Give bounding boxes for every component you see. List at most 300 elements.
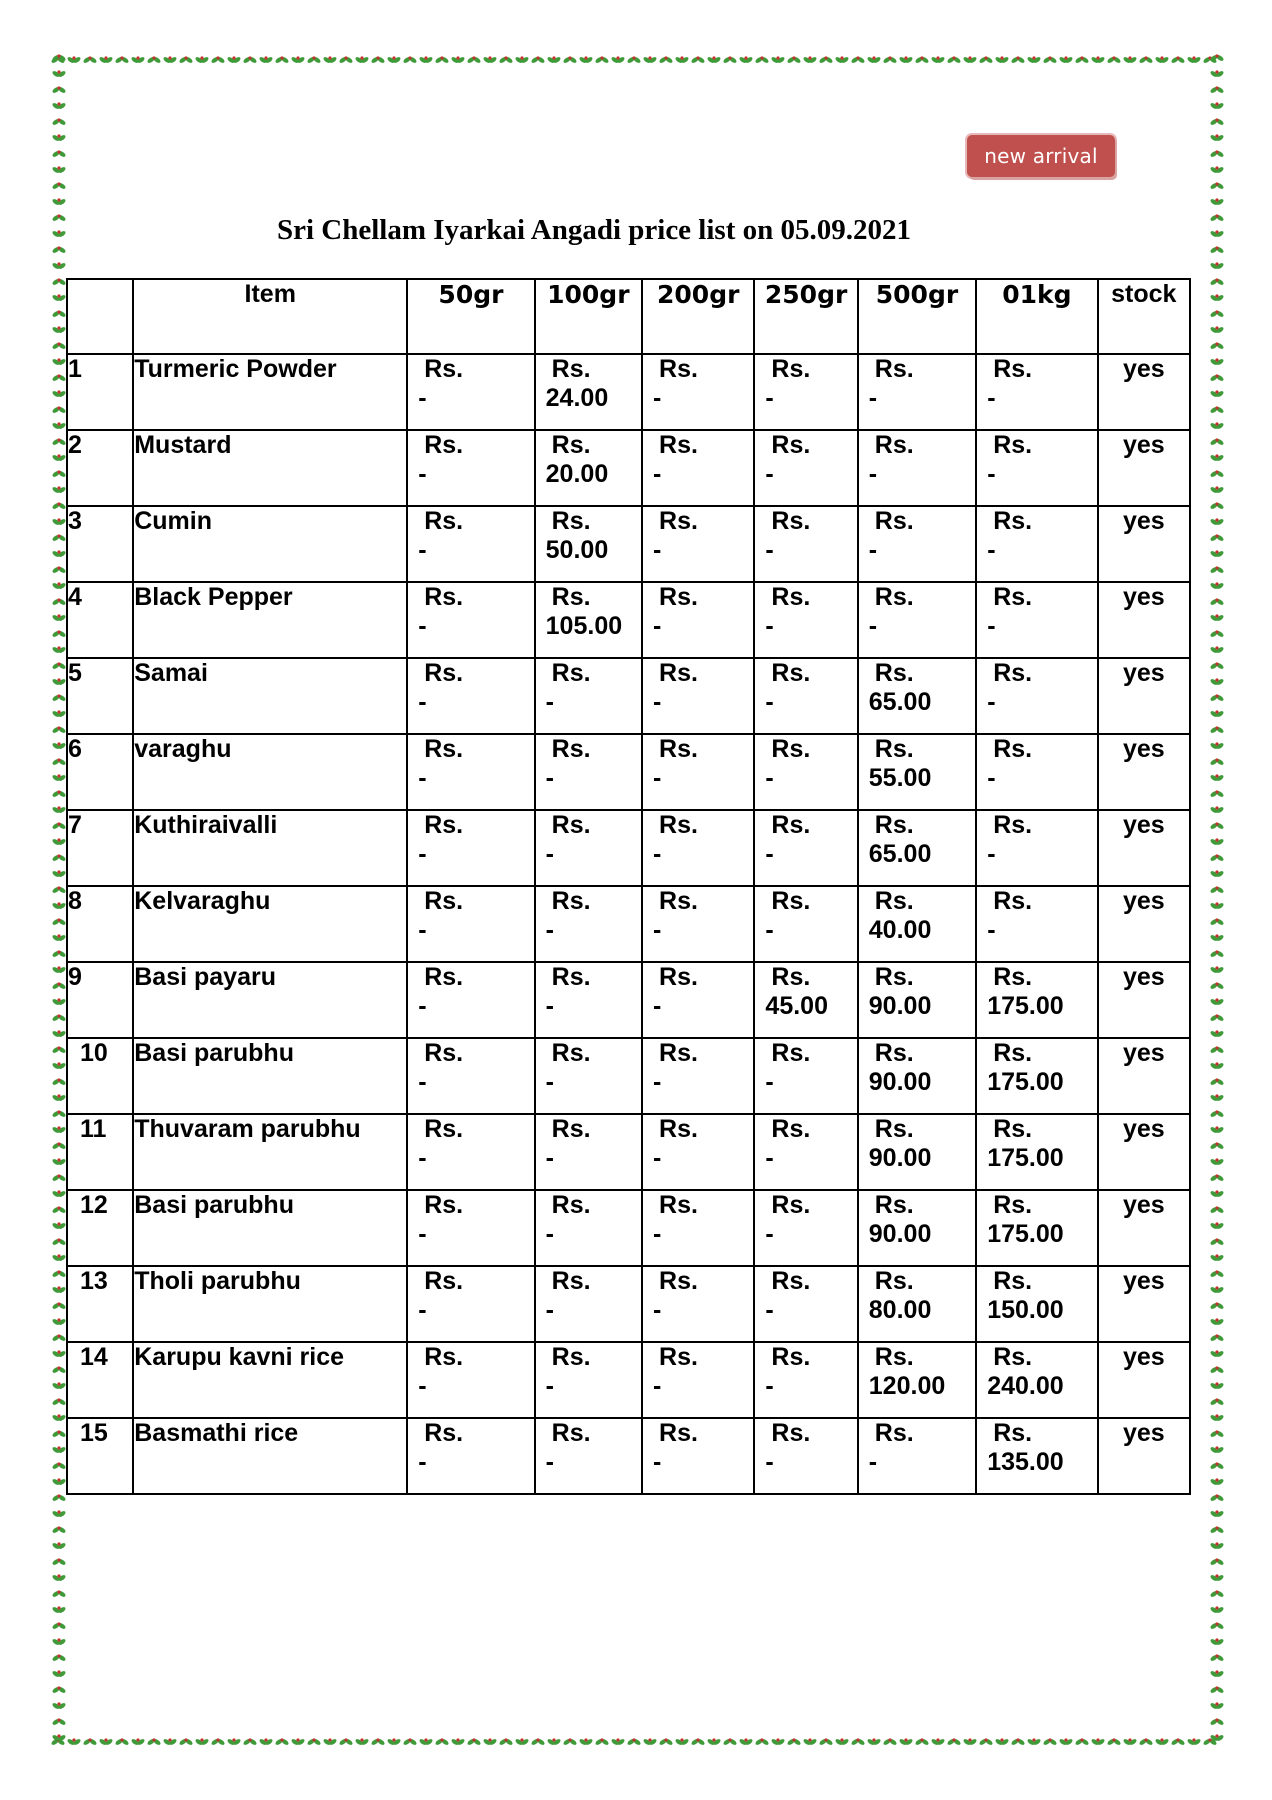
holly-sprig-icon xyxy=(642,1738,657,1746)
holly-sprig-icon xyxy=(1209,1206,1224,1214)
row-number: 15 xyxy=(67,1418,133,1494)
item-name: Cumin xyxy=(133,506,407,582)
currency-label: Rs. xyxy=(874,1039,914,1067)
table-row xyxy=(67,734,1190,810)
holly-sprig-icon xyxy=(51,326,66,334)
table-row xyxy=(67,1418,1190,1494)
currency-label: Rs. xyxy=(771,1419,811,1447)
holly-sprig-icon xyxy=(242,56,257,64)
holly-sprig-icon xyxy=(51,646,66,654)
holly-sprig-icon xyxy=(51,1174,66,1182)
holly-sprig-icon xyxy=(1209,166,1224,174)
currency-label: Rs. xyxy=(874,1343,914,1371)
holly-sprig-icon xyxy=(51,918,66,926)
holly-sprig-icon xyxy=(51,582,66,590)
price-cell-50gr xyxy=(407,1342,534,1418)
holly-sprig-icon xyxy=(706,56,721,64)
currency-label: Rs. xyxy=(659,887,698,915)
holly-sprig-icon xyxy=(1209,342,1224,350)
holly-sprig-icon xyxy=(1209,550,1224,558)
price-cell-50gr xyxy=(407,1038,534,1114)
currency-label: Rs. xyxy=(771,1343,811,1371)
price-value: - xyxy=(545,840,554,868)
holly-sprig-icon xyxy=(1209,726,1224,734)
holly-sprig-icon xyxy=(754,56,769,64)
price-cell-200gr xyxy=(642,582,754,658)
holly-sprig-icon xyxy=(1209,758,1224,766)
row-number: 12 xyxy=(67,1190,133,1266)
holly-sprig-icon xyxy=(674,1738,689,1746)
currency-label: Rs. xyxy=(993,1419,1033,1447)
stock-status: yes xyxy=(1098,1342,1190,1418)
holly-sprig-icon xyxy=(1209,1318,1224,1326)
price-value: - xyxy=(765,536,774,564)
table-row xyxy=(67,1342,1190,1418)
holly-sprig-icon xyxy=(1209,1622,1224,1630)
holly-sprig-icon xyxy=(434,56,449,64)
price-cell-50gr xyxy=(407,734,534,810)
holly-sprig-icon xyxy=(498,1738,513,1746)
currency-label: Rs. xyxy=(551,1267,591,1295)
holly-sprig-icon xyxy=(1209,262,1224,270)
holly-sprig-icon xyxy=(1209,1590,1224,1598)
holly-sprig-icon xyxy=(51,566,66,574)
holly-sprig-icon xyxy=(1074,1738,1089,1746)
holly-sprig-icon xyxy=(114,56,129,64)
holly-sprig-icon xyxy=(1209,742,1224,750)
price-value: 45.00 xyxy=(765,992,828,1020)
currency-label: Rs. xyxy=(424,1419,464,1447)
holly-sprig-icon xyxy=(51,1190,66,1198)
holly-sprig-icon xyxy=(51,1718,66,1726)
price-cell-200gr xyxy=(642,886,754,962)
currency-label: Rs. xyxy=(551,735,591,763)
price-cell-500gr xyxy=(858,582,976,658)
row-number: 14 xyxy=(67,1342,133,1418)
price-cell-50gr xyxy=(407,1266,534,1342)
holly-sprig-icon xyxy=(51,1414,66,1422)
holly-sprig-icon xyxy=(51,486,66,494)
item-name: Basi parubhu xyxy=(133,1190,407,1266)
price-cell-50gr xyxy=(407,1190,534,1266)
header-size-200gr: 200gr xyxy=(642,279,754,354)
price-value: - xyxy=(545,1220,554,1248)
holly-sprig-icon xyxy=(98,1738,113,1746)
stock-status: yes xyxy=(1098,1038,1190,1114)
holly-sprig-icon xyxy=(51,1654,66,1662)
holly-sprig-icon xyxy=(1209,838,1224,846)
holly-sprig-icon xyxy=(930,1738,945,1746)
holly-sprig-icon xyxy=(51,198,66,206)
holly-sprig-icon xyxy=(51,1062,66,1070)
holly-sprig-icon xyxy=(1209,998,1224,1006)
holly-sprig-icon xyxy=(1154,1738,1169,1746)
holly-sprig-icon xyxy=(51,374,66,382)
holly-sprig-icon xyxy=(51,1622,66,1630)
currency-label: Rs. xyxy=(551,431,591,459)
holly-sprig-icon xyxy=(450,1738,465,1746)
price-cell-500gr xyxy=(858,886,976,962)
holly-sprig-icon xyxy=(914,56,929,64)
holly-sprig-icon xyxy=(1209,1046,1224,1054)
holly-sprig-icon xyxy=(962,56,977,64)
price-cell-01kg xyxy=(976,886,1097,962)
holly-sprig-icon xyxy=(1209,630,1224,638)
table-row xyxy=(67,1114,1190,1190)
row-number: 9 xyxy=(67,962,133,1038)
currency-label: Rs. xyxy=(993,1267,1033,1295)
price-cell-250gr xyxy=(754,1266,857,1342)
currency-label: Rs. xyxy=(659,963,698,991)
holly-sprig-icon xyxy=(1209,1174,1224,1182)
currency-label: Rs. xyxy=(659,583,698,611)
holly-sprig-icon xyxy=(51,630,66,638)
holly-sprig-icon xyxy=(1209,390,1224,398)
price-value: - xyxy=(418,612,427,640)
holly-sprig-icon xyxy=(178,56,193,64)
price-value: - xyxy=(653,1068,662,1096)
holly-sprig-icon xyxy=(1209,1270,1224,1278)
holly-sprig-icon xyxy=(1209,1670,1224,1678)
stock-status: yes xyxy=(1098,430,1190,506)
price-value: - xyxy=(653,1296,662,1324)
holly-sprig-icon xyxy=(290,1738,305,1746)
currency-label: Rs. xyxy=(551,583,591,611)
holly-sprig-icon xyxy=(226,56,241,64)
currency-label: Rs. xyxy=(551,963,591,991)
holly-sprig-icon xyxy=(1010,1738,1025,1746)
price-cell-500gr xyxy=(858,1190,976,1266)
holly-sprig-icon xyxy=(690,1738,705,1746)
price-cell-250gr xyxy=(754,658,857,734)
holly-sprig-icon xyxy=(226,1738,241,1746)
holly-sprig-icon xyxy=(51,294,66,302)
currency-label: Rs. xyxy=(424,355,464,383)
holly-sprig-icon xyxy=(1209,1078,1224,1086)
currency-label: Rs. xyxy=(771,887,811,915)
price-value: 120.00 xyxy=(868,1372,946,1400)
price-table xyxy=(66,278,1191,1495)
price-cell-500gr xyxy=(858,734,976,810)
price-value: - xyxy=(545,1372,554,1400)
stock-status: yes xyxy=(1098,658,1190,734)
currency-label: Rs. xyxy=(551,1115,591,1143)
holly-sprig-icon xyxy=(82,1738,97,1746)
price-value: - xyxy=(868,612,878,640)
currency-label: Rs. xyxy=(659,659,698,687)
holly-sprig-icon xyxy=(882,1738,897,1746)
holly-sprig-icon xyxy=(51,1334,66,1342)
table-row xyxy=(67,886,1190,962)
holly-sprig-icon xyxy=(1209,1430,1224,1438)
price-value: 40.00 xyxy=(868,916,932,944)
holly-sprig-icon xyxy=(1209,118,1224,126)
holly-sprig-icon xyxy=(514,1738,529,1746)
stock-status: yes xyxy=(1098,810,1190,886)
price-value: - xyxy=(987,916,996,944)
holly-sprig-icon xyxy=(722,56,737,64)
holly-sprig-icon xyxy=(530,1738,545,1746)
holly-sprig-icon xyxy=(1209,710,1224,718)
row-number: 13 xyxy=(67,1266,133,1342)
price-cell-50gr xyxy=(407,1114,534,1190)
price-value: - xyxy=(653,1220,662,1248)
holly-sprig-icon xyxy=(1209,1062,1224,1070)
holly-sprig-icon xyxy=(51,1350,66,1358)
holly-sprig-icon xyxy=(66,56,81,64)
holly-sprig-icon xyxy=(51,1286,66,1294)
holly-sprig-icon xyxy=(130,56,145,64)
holly-sprig-icon xyxy=(1209,454,1224,462)
currency-label: Rs. xyxy=(659,355,698,383)
currency-label: Rs. xyxy=(993,355,1033,383)
price-value: - xyxy=(418,840,427,868)
item-name: Basi parubhu xyxy=(133,1038,407,1114)
currency-label: Rs. xyxy=(771,507,811,535)
holly-sprig-icon xyxy=(898,56,913,64)
holly-sprig-icon xyxy=(930,56,945,64)
price-value: 150.00 xyxy=(987,1296,1064,1324)
price-cell-100gr xyxy=(535,1266,642,1342)
holly-sprig-icon xyxy=(1209,582,1224,590)
holly-sprig-icon xyxy=(51,982,66,990)
holly-sprig-icon xyxy=(51,758,66,766)
currency-label: Rs. xyxy=(993,1191,1033,1219)
holly-sprig-icon xyxy=(51,390,66,398)
currency-label: Rs. xyxy=(659,1419,698,1447)
price-value: - xyxy=(765,1068,774,1096)
holly-sprig-icon xyxy=(51,534,66,542)
holly-sprig-icon xyxy=(546,1738,561,1746)
holly-sprig-icon xyxy=(51,1638,66,1646)
price-cell-250gr xyxy=(754,962,857,1038)
price-value: - xyxy=(987,688,996,716)
holly-sprig-icon xyxy=(274,1738,289,1746)
holly-sprig-icon xyxy=(658,1738,673,1746)
holly-sprig-icon xyxy=(834,56,849,64)
holly-sprig-icon xyxy=(594,56,609,64)
holly-sprig-icon xyxy=(530,56,545,64)
holly-sprig-icon xyxy=(1209,310,1224,318)
holly-sprig-icon xyxy=(914,1738,929,1746)
price-value: - xyxy=(418,992,427,1020)
price-value: 175.00 xyxy=(987,1144,1064,1172)
currency-label: Rs. xyxy=(993,583,1033,611)
price-cell-500gr xyxy=(858,1114,976,1190)
holly-sprig-icon xyxy=(786,56,801,64)
holly-sprig-icon xyxy=(1209,502,1224,510)
holly-sprig-icon xyxy=(882,56,897,64)
holly-sprig-icon xyxy=(626,56,641,64)
item-name: Kelvaraghu xyxy=(133,886,407,962)
holly-sprig-icon xyxy=(51,1478,66,1486)
holly-sprig-icon xyxy=(51,1270,66,1278)
price-value: - xyxy=(765,384,774,412)
header-item: Item xyxy=(133,279,407,354)
price-cell-01kg xyxy=(976,1418,1097,1494)
price-cell-200gr xyxy=(642,430,754,506)
price-cell-250gr xyxy=(754,1114,857,1190)
currency-label: Rs. xyxy=(551,1191,591,1219)
currency-label: Rs. xyxy=(874,735,914,763)
holly-sprig-icon xyxy=(51,166,66,174)
holly-sprig-icon xyxy=(162,56,177,64)
price-cell-500gr xyxy=(858,962,976,1038)
price-value: 80.00 xyxy=(868,1296,932,1324)
price-value: - xyxy=(418,1144,427,1172)
holly-sprig-icon xyxy=(658,56,673,64)
price-value: - xyxy=(868,384,878,412)
holly-sprig-icon xyxy=(1209,1110,1224,1118)
currency-label: Rs. xyxy=(771,659,811,687)
holly-sprig-icon xyxy=(51,1126,66,1134)
holly-sprig-icon xyxy=(51,438,66,446)
stock-status: yes xyxy=(1098,506,1190,582)
holly-sprig-icon xyxy=(866,1738,881,1746)
holly-sprig-icon xyxy=(51,1302,66,1310)
holly-sprig-icon xyxy=(1209,1510,1224,1518)
price-cell-200gr xyxy=(642,1266,754,1342)
holly-sprig-icon xyxy=(1209,374,1224,382)
currency-label: Rs. xyxy=(874,355,914,383)
price-value: - xyxy=(418,460,427,488)
currency-label: Rs. xyxy=(993,431,1033,459)
row-number: 3 xyxy=(67,506,133,582)
currency-label: Rs. xyxy=(771,431,811,459)
price-cell-250gr xyxy=(754,1342,857,1418)
holly-sprig-icon xyxy=(51,406,66,414)
holly-sprig-icon xyxy=(1090,56,1105,64)
holly-sprig-icon xyxy=(1209,1446,1224,1454)
currency-label: Rs. xyxy=(659,1343,698,1371)
currency-label: Rs. xyxy=(659,507,698,535)
price-cell-100gr xyxy=(535,886,642,962)
row-number: 6 xyxy=(67,734,133,810)
item-name: Basmathi rice xyxy=(133,1418,407,1494)
holly-sprig-icon xyxy=(610,56,625,64)
holly-sprig-icon xyxy=(51,470,66,478)
table-header-row xyxy=(67,279,1190,354)
price-value: - xyxy=(418,536,427,564)
holly-sprig-icon xyxy=(178,1738,193,1746)
holly-sprig-icon xyxy=(738,56,753,64)
price-cell-100gr xyxy=(535,1038,642,1114)
price-value: 175.00 xyxy=(987,992,1064,1020)
currency-label: Rs. xyxy=(771,583,811,611)
holly-sprig-icon xyxy=(1122,56,1137,64)
stock-status: yes xyxy=(1098,1190,1190,1266)
holly-sprig-icon xyxy=(1209,102,1224,110)
currency-label: Rs. xyxy=(874,1191,914,1219)
currency-label: Rs. xyxy=(993,963,1033,991)
holly-sprig-icon xyxy=(258,56,273,64)
price-value: - xyxy=(765,460,774,488)
price-cell-100gr xyxy=(535,810,642,886)
currency-label: Rs. xyxy=(424,507,464,535)
holly-sprig-icon xyxy=(434,1738,449,1746)
table-row xyxy=(67,810,1190,886)
holly-sprig-icon xyxy=(754,1738,769,1746)
currency-label: Rs. xyxy=(771,811,811,839)
holly-sprig-icon xyxy=(51,1574,66,1582)
holly-sprig-icon xyxy=(610,1738,625,1746)
currency-label: Rs. xyxy=(993,811,1033,839)
holly-sprig-icon xyxy=(51,1014,66,1022)
header-number xyxy=(67,279,133,354)
stock-status: yes xyxy=(1098,1114,1190,1190)
holly-sprig-icon xyxy=(51,358,66,366)
holly-sprig-icon xyxy=(1186,1738,1201,1746)
table-row xyxy=(67,354,1190,430)
price-value: - xyxy=(987,384,996,412)
stock-status: yes xyxy=(1098,962,1190,1038)
price-cell-01kg xyxy=(976,1266,1097,1342)
price-value: - xyxy=(765,688,774,716)
holly-sprig-icon xyxy=(51,1254,66,1262)
price-value: 175.00 xyxy=(987,1068,1064,1096)
holly-sprig-icon xyxy=(706,1738,721,1746)
price-cell-50gr xyxy=(407,506,534,582)
price-cell-100gr xyxy=(535,1114,642,1190)
currency-label: Rs. xyxy=(874,431,914,459)
price-value: - xyxy=(868,1448,878,1476)
holly-sprig-icon xyxy=(1209,1302,1224,1310)
holly-sprig-icon xyxy=(258,1738,273,1746)
table-row xyxy=(67,1266,1190,1342)
holly-sprig-icon xyxy=(482,56,497,64)
price-cell-500gr xyxy=(858,1266,976,1342)
price-value: - xyxy=(765,1372,774,1400)
price-value: - xyxy=(653,688,662,716)
holly-sprig-icon xyxy=(946,1738,961,1746)
holly-sprig-icon xyxy=(1209,486,1224,494)
holly-sprig-icon xyxy=(51,790,66,798)
header-size-01kg: 01kg xyxy=(976,279,1097,354)
currency-label: Rs. xyxy=(551,811,591,839)
holly-sprig-icon xyxy=(146,1738,161,1746)
holly-sprig-icon xyxy=(51,1238,66,1246)
price-cell-200gr xyxy=(642,506,754,582)
holly-sprig-icon xyxy=(51,262,66,270)
price-value: 240.00 xyxy=(987,1372,1064,1400)
price-cell-250gr xyxy=(754,1190,857,1266)
holly-sprig-icon xyxy=(1209,1654,1224,1662)
holly-sprig-icon xyxy=(51,966,66,974)
holly-sprig-icon xyxy=(1209,438,1224,446)
currency-label: Rs. xyxy=(771,1267,811,1295)
holly-sprig-icon xyxy=(51,1558,66,1566)
holly-sprig-icon xyxy=(994,1738,1009,1746)
holly-sprig-icon xyxy=(51,662,66,670)
holly-sprig-icon xyxy=(770,1738,785,1746)
price-value: 24.00 xyxy=(545,384,609,412)
currency-label: Rs. xyxy=(424,1191,464,1219)
holly-sprig-icon xyxy=(51,1110,66,1118)
holly-sprig-icon xyxy=(1209,790,1224,798)
holly-sprig-icon xyxy=(1209,982,1224,990)
holly-sprig-icon xyxy=(338,1738,353,1746)
price-value: - xyxy=(868,536,878,564)
price-value: - xyxy=(765,840,774,868)
holly-sprig-icon xyxy=(466,56,481,64)
price-value: 50.00 xyxy=(545,536,609,564)
stock-status: yes xyxy=(1098,582,1190,658)
holly-sprig-icon xyxy=(51,1222,66,1230)
holly-sprig-icon xyxy=(51,1078,66,1086)
currency-label: Rs. xyxy=(551,1419,591,1447)
holly-sprig-icon xyxy=(1209,1638,1224,1646)
holly-sprig-icon xyxy=(98,56,113,64)
